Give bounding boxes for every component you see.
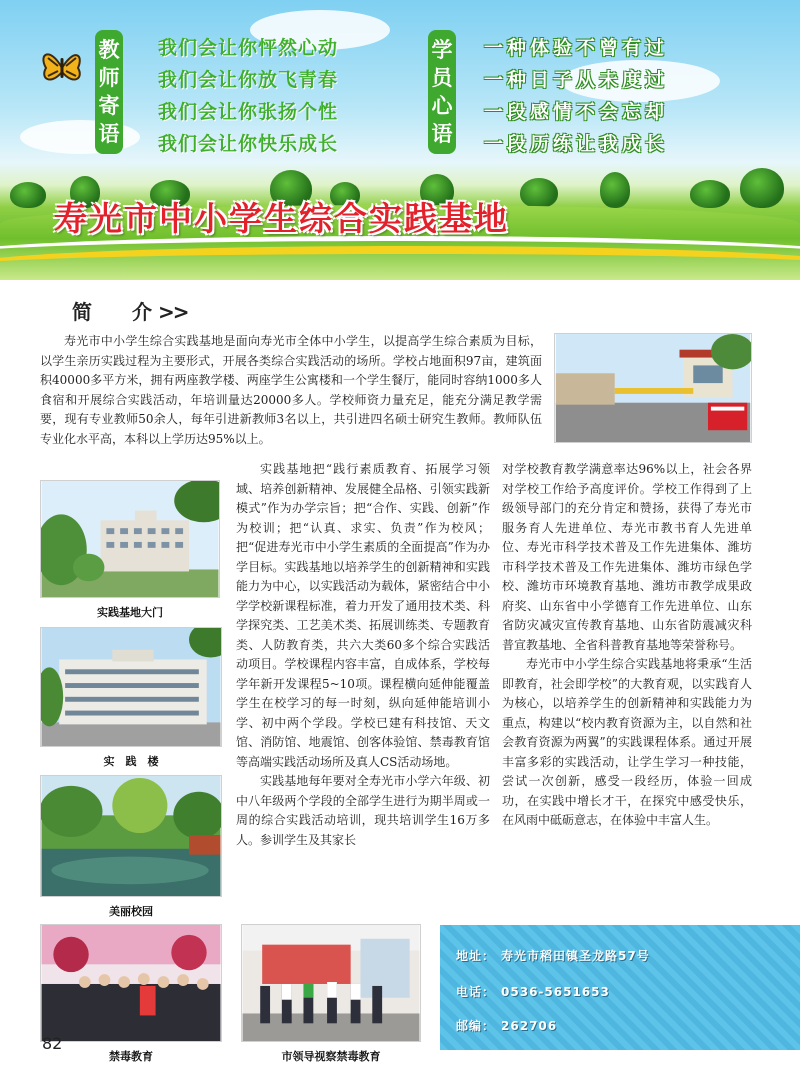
phone-row: 电话： 0536-5651653 [456,985,610,999]
student-slogans [484,32,668,160]
building-photo [40,627,222,747]
teacher-slogan: 我们会让你放飞青春 [158,69,339,91]
zip-value: 262706 [501,1019,558,1033]
yellow-swoosh [0,246,800,280]
leader-visit-caption: 市领导视察禁毒教育 [281,1050,381,1063]
leader-visit-photo [241,924,421,1042]
teacher-slogan: 我们会让你张扬个性 [158,101,339,123]
gate-guardhouse-photo [554,333,752,443]
intro-paragraph-3: 对学校教育教学满意率达96%以上，社会各界对学校工作给予高度评价。学校工作得到了上级领导部门的充分肯定和赞扬，获得了寿光市服务育人先进单位、寿光市教书育人先进单位、寿光市科学技术普及工作先进集体、潍坊市科学技术普及工作先进集体、潍坊市绿色学校、潍坊市环境教育基地、潍坊市教学成果政府奖、山东省中小学德育工作先进单位、山东省防灾减灾宣传教育基地、山东省防震减灾科普宣教基地、全省科普教育基地等荣誉称号。 寿光市中小学生综合实践基地将秉承“生活即教育，社会即学校”的大教育观，以实践育人为核心，以培养学生的创新精神和实践能力为重点，构建以“校内教育资源为主，以自然和社会教育资源为两翼”的实践课程体系。通过开展丰富多彩的实践活动，让学生学习一种技能，尝试一次创新，感受一段经历，体验一回成功，在实践中增长才干，在探究中感受快乐，在风雨中砥砺意志，在体验中丰富人生。 [502,462,752,827]
gate-caption: 实践基地大门 [97,606,163,619]
double-chevron-icon: >> [158,300,188,324]
address-row: 地址： 寿光市稻田镇圣龙路57号 [456,949,650,963]
phone-value: 0536-5651653 [501,985,610,999]
intro-paragraph-1: 寿光市中小学生综合实践基地是面向寿光市全体中小学生，以提高学生综合素质为目标，以学生亲历实践过程为主要形式，开展各类综合实践活动的场所。学校占地面积97亩，建筑面积40000多平方米，拥有两座教学楼、两座学生公寓楼和一个学生餐厅，能同时容纳1000多人食宿和开展综合实践活动，年培训量达20000多人。学校师资力量充足，能充分满足教学需要，现有专业教师50余人，每年引进新教师3名以上，共引进四名硕士研究生教师。教师队伍专业化水平高，本科以上学历达95%以上。 [40,334,542,446]
intro-heading-text: 简 介 [72,300,162,324]
student-message-tag: 学 员 心 语 [428,30,456,154]
drug-education-photo [40,924,222,1042]
teacher-slogan: 我们会让你快乐成长 [158,133,339,155]
intro-paragraph-2: 实践基地把“践行素质教育、拓展学习领域、培养创新精神、发展健全品格、引领实践新模式”作为办学宗旨；把“合作、实践、创新”作为校训；把“认真、求实、负责”作为校风；把“促进寿光市中小学生素质的全面提高”作为办学目标。实践基地以培养学生的创新精神和实践能力为中心，以实践活动为载体，紧密结合中小学学校新课程标准，着力开发了通用技术类、科学探究类、工艺美术类、拓展训练类、专题教育类、人防教育类，共六大类60多个综合实践活动项目。学校课程内容丰富，自成体系，学校每学年新开发课程5~10项。课程横向延伸能覆盖学生在校学习的每一时刻，纵向延伸能培训小学、初中两个学段。学校已建有科技馆、天文馆、消防馆、地震馆、创客体验馆、禁毒教育馆等高端实践活动场所及真人CS活动场地。 实践基地每年要对全寿光市小学六年级、初中八年级两个学段的全部学生进行为期半周或一周的综合实践活动培训，现共培训学生16万多人。参训学生及其家长 [236,462,490,847]
zip-row: 邮编： 262706 [456,1019,558,1033]
teacher-message-tag: 教 师 寄 语 [95,30,123,154]
butterfly-icon [40,44,84,90]
teacher-slogans [158,32,338,160]
address-value: 寿光市稻田镇圣龙路57号 [501,949,650,963]
campus-photo [40,775,222,897]
intro-heading [72,296,188,325]
student-slogan: 一段感情不会忘却 [484,101,669,123]
student-slogan: 一段历练让我成长 [484,133,669,155]
school-title: 寿光市中小学生综合实践基地 [54,199,509,238]
campus-caption: 美丽校园 [109,905,153,918]
header-banner [0,0,800,280]
teacher-slogan: 我们会让你怦然心动 [158,37,339,59]
gate-photo [40,480,220,598]
drug-education-caption: 禁毒教育 [109,1050,153,1063]
contact-box [440,925,800,1050]
page-number: 82 [42,1034,63,1053]
student-slogan: 一种体验不曾有过 [484,37,669,59]
student-slogan: 一种日子从未度过 [484,69,669,91]
building-caption: 实 践 楼 [103,755,159,768]
